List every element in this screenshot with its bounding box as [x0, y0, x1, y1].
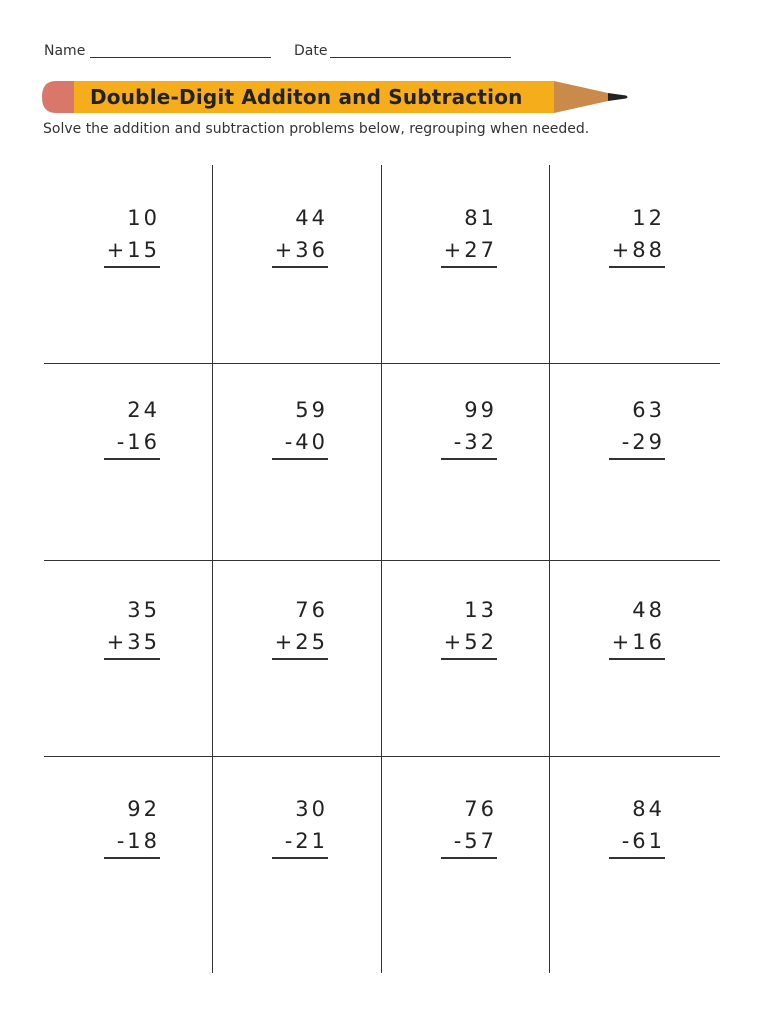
answer-line[interactable] — [441, 266, 497, 268]
problem-top-number: 35 — [127, 598, 160, 622]
worksheet-title: Double-Digit Additon and Subtraction — [90, 85, 523, 109]
problem — [102, 598, 160, 662]
problem-top-number: 13 — [464, 598, 497, 622]
problem-top-number: 44 — [295, 206, 328, 230]
name-label: Name — [44, 43, 86, 59]
problem-top-number: 30 — [295, 797, 328, 821]
problem-top-number: 59 — [295, 398, 328, 422]
problem-bottom-number: -40 — [284, 430, 328, 454]
answer-line[interactable] — [272, 458, 328, 460]
problem-top-number: 84 — [632, 797, 665, 821]
problem-top-number: 81 — [464, 206, 497, 230]
answer-line[interactable] — [104, 266, 160, 268]
problem — [439, 598, 497, 662]
problem — [607, 398, 665, 462]
problem-bottom-number: +27 — [443, 238, 497, 262]
problem-bottom-number: +36 — [274, 238, 328, 262]
answer-line[interactable] — [441, 857, 497, 859]
problem — [102, 398, 160, 462]
problem-top-number: 48 — [632, 598, 665, 622]
problem-bottom-number: -32 — [453, 430, 497, 454]
problem-top-number: 92 — [127, 797, 160, 821]
problem — [270, 206, 328, 270]
grid-divider — [381, 165, 382, 973]
answer-line[interactable] — [104, 857, 160, 859]
date-label: Date — [294, 43, 328, 59]
problem-grid — [44, 165, 720, 973]
problem-top-number: 24 — [127, 398, 160, 422]
answer-line[interactable] — [104, 658, 160, 660]
problem-bottom-number: -18 — [116, 829, 160, 853]
problem — [439, 206, 497, 270]
grid-divider — [212, 165, 213, 973]
grid-divider — [549, 165, 550, 973]
problem — [270, 797, 328, 861]
name-field[interactable] — [44, 43, 85, 59]
problem-top-number: 63 — [632, 398, 665, 422]
name-line[interactable] — [90, 57, 271, 58]
problem — [607, 797, 665, 861]
problem-top-number: 10 — [127, 206, 160, 230]
answer-line[interactable] — [609, 458, 665, 460]
answer-line[interactable] — [609, 857, 665, 859]
date-field[interactable] — [294, 43, 327, 59]
problem — [102, 797, 160, 861]
problem-bottom-number: +52 — [443, 630, 497, 654]
answer-line[interactable] — [272, 266, 328, 268]
answer-line[interactable] — [272, 658, 328, 660]
problem — [102, 206, 160, 270]
pencil-banner — [40, 79, 630, 115]
answer-line[interactable] — [441, 658, 497, 660]
grid-divider — [44, 363, 720, 364]
problem-bottom-number: +25 — [274, 630, 328, 654]
problem-top-number: 12 — [632, 206, 665, 230]
problem — [270, 598, 328, 662]
problem — [270, 398, 328, 462]
answer-line[interactable] — [609, 658, 665, 660]
problem-bottom-number: -57 — [453, 829, 497, 853]
problem — [607, 206, 665, 270]
problem-top-number: 76 — [464, 797, 497, 821]
problem — [439, 398, 497, 462]
answer-line[interactable] — [104, 458, 160, 460]
problem-bottom-number: +16 — [611, 630, 665, 654]
problem-bottom-number: +35 — [106, 630, 160, 654]
date-line[interactable] — [330, 57, 511, 58]
problem-top-number: 99 — [464, 398, 497, 422]
problem-bottom-number: +15 — [106, 238, 160, 262]
grid-divider — [44, 560, 720, 561]
problem-bottom-number: -29 — [621, 430, 665, 454]
problem — [607, 598, 665, 662]
problem-bottom-number: -61 — [621, 829, 665, 853]
problem-bottom-number: +88 — [611, 238, 665, 262]
answer-line[interactable] — [272, 857, 328, 859]
instructions: Solve the addition and subtraction problems below, regrouping when needed. — [43, 121, 590, 137]
grid-divider — [44, 756, 720, 757]
problem-top-number: 76 — [295, 598, 328, 622]
answer-line[interactable] — [441, 458, 497, 460]
problem-bottom-number: -16 — [116, 430, 160, 454]
problem — [439, 797, 497, 861]
answer-line[interactable] — [609, 266, 665, 268]
problem-bottom-number: -21 — [284, 829, 328, 853]
